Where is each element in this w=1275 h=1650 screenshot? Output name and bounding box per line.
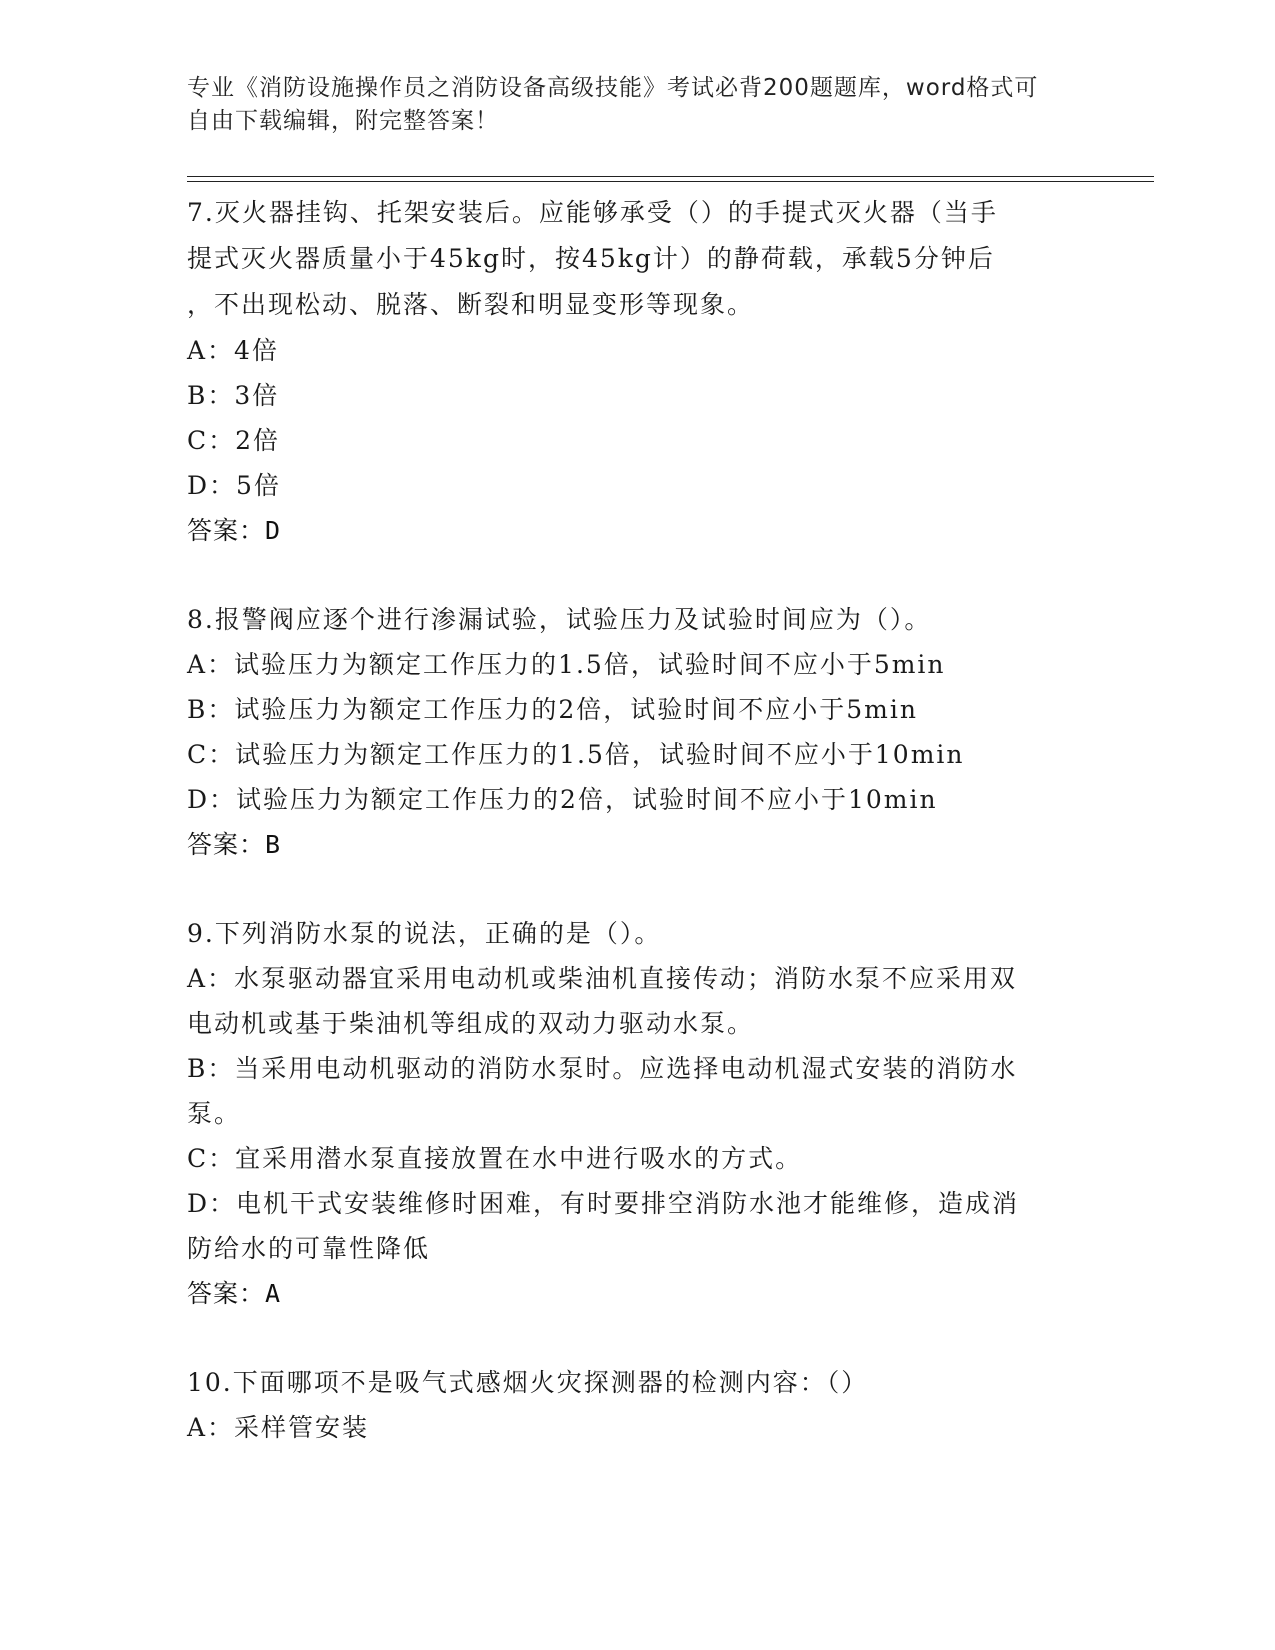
option-c: C：2倍: [187, 426, 281, 455]
question-7: [187, 190, 1087, 553]
answer: [187, 822, 1087, 867]
option-line: B：当采用电动机驱动的消防水泵时。应选择电动机湿式安装的消防水: [187, 1054, 1018, 1083]
option-line: 电动机或基于柴油机等组成的双动力驱动水泵。: [187, 1009, 755, 1038]
option-a: A：4倍: [187, 336, 279, 365]
question-stem: [187, 911, 1087, 956]
question-stem: [187, 190, 1087, 328]
option-d: [187, 1181, 1087, 1271]
option-b: [187, 1046, 1087, 1136]
option-line: 泵。: [187, 1099, 242, 1128]
answer: [187, 508, 1087, 553]
option-a: A：试验压力为额定工作压力的1.5倍，试验时间不应小于5min: [187, 650, 946, 679]
question-10: [187, 1360, 1087, 1450]
stem-line: 10.下面哪项不是吸气式感烟火灾探测器的检测内容：（）: [187, 1368, 869, 1397]
question-8: [187, 597, 1087, 867]
option-line: 防给水的可靠性降低: [187, 1234, 431, 1263]
question-list: [187, 190, 1087, 1494]
option-c: C：试验压力为额定工作压力的1.5倍，试验时间不应小于10min: [187, 740, 965, 769]
answer-label: 答案：: [187, 1279, 266, 1308]
question-stem: [187, 597, 1087, 642]
answer: [187, 1271, 1087, 1316]
answer-label: 答案：: [187, 516, 266, 545]
option-d: D：试验压力为额定工作压力的2倍，试验时间不应小于10min: [187, 785, 938, 814]
option-a: [187, 956, 1087, 1046]
answer-value: B: [265, 830, 282, 859]
stem-line: 8.报警阀应逐个进行渗漏试验，试验压力及试验时间应为（）。: [187, 605, 932, 634]
answer-value: A: [265, 1279, 282, 1308]
stem-line: 9.下列消防水泵的说法，正确的是（）。: [187, 919, 662, 948]
stem-line: 7.灭火器挂钩、托架安装后。应能够承受（）的手提式灭火器（当手: [187, 198, 998, 227]
option-line: D：电机干式安装维修时困难，有时要排空消防水池才能维修，造成消: [187, 1189, 1020, 1218]
answer-label: 答案：: [187, 830, 266, 859]
option-c: C：宜采用潜水泵直接放置在水中进行吸水的方式。: [187, 1144, 803, 1173]
option-line: A：水泵驱动器宜采用电动机或柴油机直接传动；消防水泵不应采用双: [187, 964, 1018, 993]
header-line-1: 专业《消防设施操作员之消防设备高级技能》考试必背200题题库，word格式可: [187, 75, 1039, 101]
option-a: A：采样管安装: [187, 1413, 370, 1442]
answer-value: D: [265, 516, 282, 545]
document-header: [187, 72, 1067, 138]
header-divider-bottom: [187, 181, 1154, 182]
stem-line: 提式灭火器质量小于45kg时，按45kg计）的静荷载，承载5分钟后: [187, 244, 995, 273]
option-d: D：5倍: [187, 471, 281, 500]
header-line-2: 自由下载编辑，附完整答案！: [187, 108, 499, 134]
question-9: [187, 911, 1087, 1316]
stem-line: ，不出现松动、脱落、断裂和明显变形等现象。: [187, 290, 755, 319]
header-divider-top: [187, 176, 1154, 177]
option-b: B：试验压力为额定工作压力的2倍，试验时间不应小于5min: [187, 695, 918, 724]
option-b: B：3倍: [187, 381, 280, 410]
question-stem: [187, 1360, 1087, 1405]
